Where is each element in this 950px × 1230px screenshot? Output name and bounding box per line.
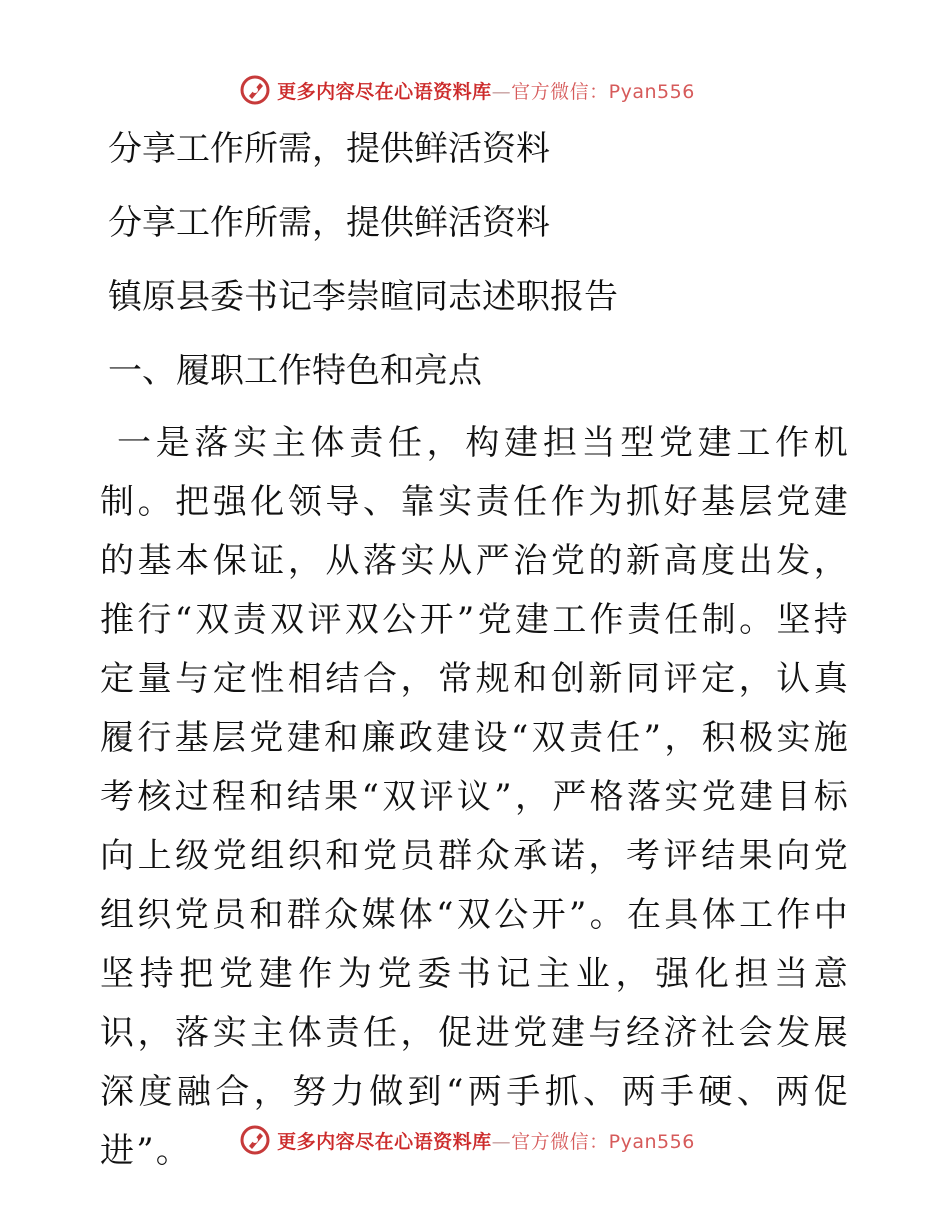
document-title: 镇原县委书记李崇暄同志述职报告 [108,277,618,317]
footer-dash: — [491,1130,512,1153]
section-heading: 一、履职工作特色和亮点 [108,351,482,391]
footer-banner [0,1120,950,1160]
footer-wechat-text: 官方微信：Pyan556 [511,1130,695,1153]
body-paragraph: 一是落实主体责任，构建担当型党建工作机制。把强化领导、靠实责任作为抓好基层党建的基本保证，从落实从严治党的新高度出发，推行“双责双评双公开”党建工作责任制。坚持定量与定性相结合，常规和创新同评定，认真履行基层党建和廉政建设“双责任”，积极实施考核过程和结果“双评议”，严格落实党建目标向上级党组织和党员群众承诺，考评结果向党组织党员和群众媒体“双公开”。在具体工作中坚持把党建作为党委书记主业，强化担当意识，落实主体责任，促进党建与经济社会发展深度融合，努力做到“两手抓、两手硬、两促进”。 [100,423,850,1171]
pen-logo-icon [239,1124,271,1156]
footer-banner-text [277,1127,695,1154]
intro-line-1: 分享工作所需，提供鲜活资料 [108,129,550,169]
header-dash: — [491,80,512,103]
header-banner-content [239,74,695,106]
header-banner-text [277,77,695,104]
header-site-text: 更多内容尽在心语资料库 [277,80,492,103]
document-body [100,118,850,1181]
footer-site-text: 更多内容尽在心语资料库 [277,1130,492,1153]
header-wechat-text: 官方微信：Pyan556 [511,80,695,103]
header-banner [0,70,950,110]
intro-line-2: 分享工作所需，提供鲜活资料 [108,203,550,243]
footer-banner-content [239,1124,695,1156]
pen-logo-icon [239,74,271,106]
